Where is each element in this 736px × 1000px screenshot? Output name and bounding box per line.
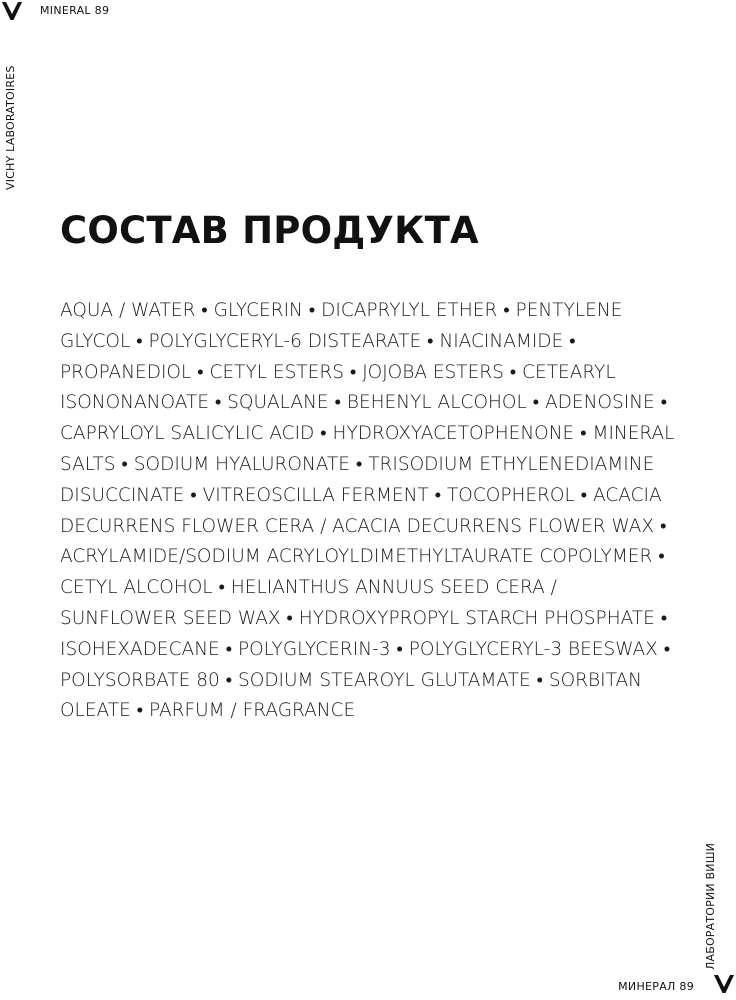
vichy-v-logo-icon [2,2,22,20]
page-title: СОСТАВ ПРОДУКТА [60,209,479,252]
side-brand-label: VICHY LABORATOIRES [4,65,17,190]
ingredients-list: AQUA / WATER • GLYCERIN • DICAPRYLYL ETHER • PENTYLENE GLYCOL • POLYGLYCERYL-6 DISTEARATE • NIACINAMIDE • PROPANEDIOL • CETYL ESTERS • JOJOBA ESTERS • CETEARYL ISONONANOATE • SQUALANE • BEHENYL ALCOHOL • ADENOSINE • CAPRYLOYL SALICYLIC ACID • HYDROXYACETOPHENONE • MINERAL SALTS • SODIUM HYALURONATE • TRISODIUM ETHYLENEDIAMINE DISUCCINATE • VITREOSCILLA FERMENT • TOCOPHEROL • ACACIA DECURRENS FLOWER CERA / ACACIA DECURRENS FLOWER WAX • ACRYLAMIDE/SODIUM ACRYLOYLDIMETHYLTAURATE COPOLYMER • CETYL ALCOHOL • HELIANTHUS ANNUUS SEED CERA / SUNFLOWER SEED WAX • HYDROXYPROPYL STARCH PHOSPHATE • ISOHEXADECANE • POLYGLYCERIN-3 • POLYGLYCERYL-3 BEESWAX • POLYSORBATE 80 • SODIUM STEAROYL GLUTAMATE • SORBITAN OLEATE • PARFUM / FRAGRANCE [60,300,675,722]
header-product-name: MINERAL 89 [40,4,110,17]
vichy-v-logo-icon [714,975,734,993]
side-brand-label-ru: ЛАБОРАТОРИИ ВИШИ [704,842,717,970]
footer-product-name: МИНЕРАЛ 89 [618,980,694,993]
